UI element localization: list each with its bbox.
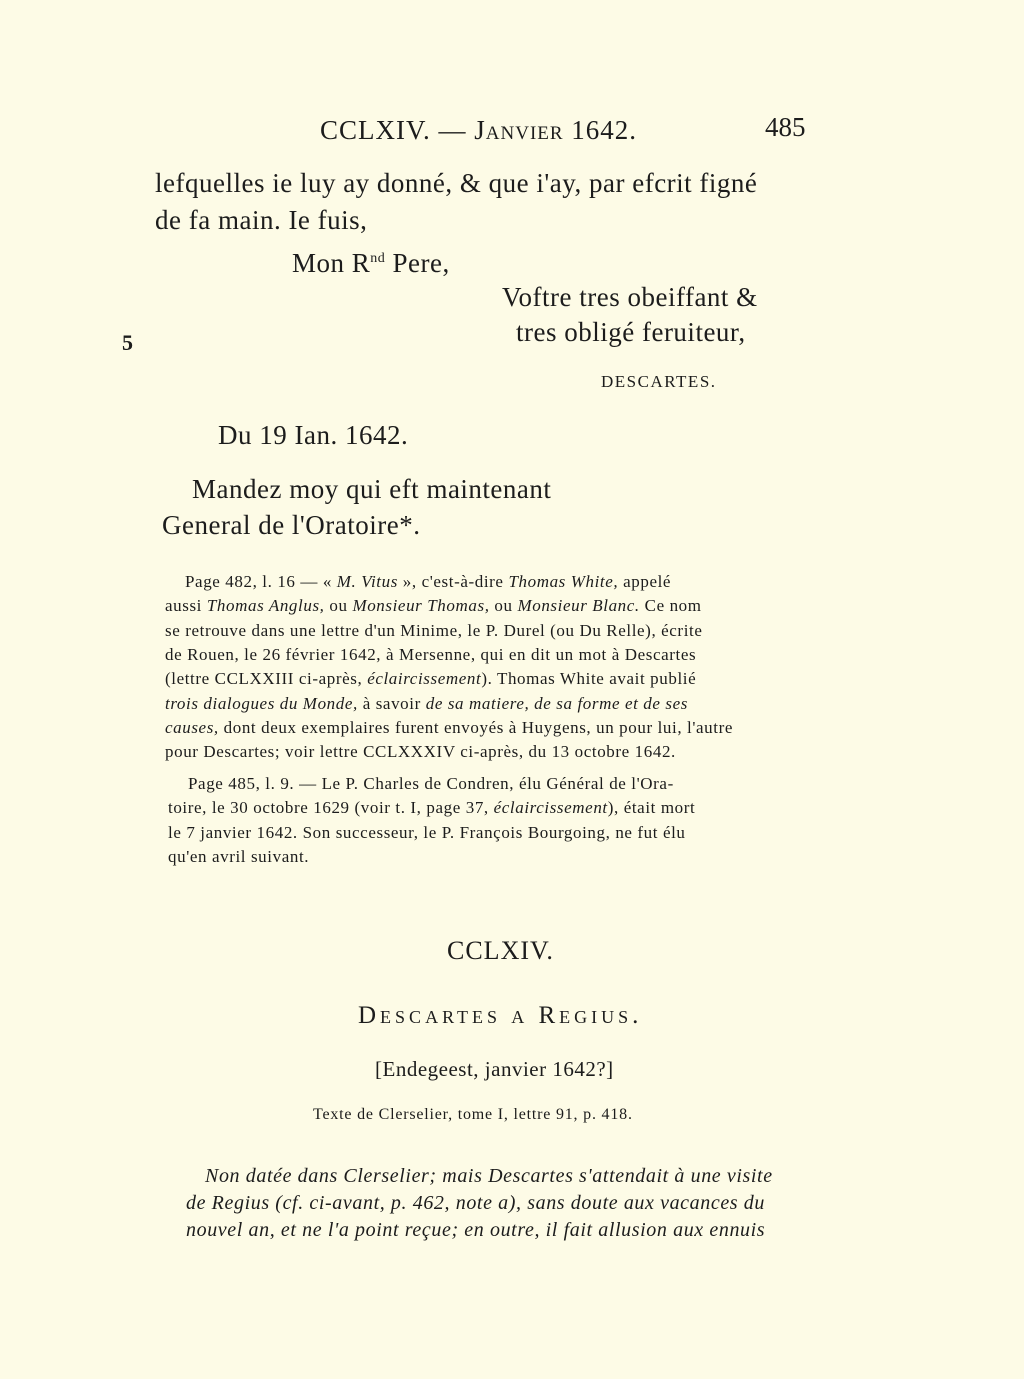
letter-line: de fa main. Ie fuis,: [155, 205, 368, 235]
postscript-line: General de l'Oratoire*.: [162, 510, 421, 540]
line-number: 5: [122, 330, 133, 355]
running-title-dash: —: [438, 115, 467, 145]
note-text: Monsieur Thomas,: [352, 596, 490, 615]
note-text: », c'est-à-dire: [397, 572, 509, 591]
letter-number: CCLXIV.: [447, 936, 554, 965]
note-text: Page 482, l. 16 — «: [185, 572, 337, 591]
running-title-date: Janvier 1642.: [474, 115, 638, 145]
closing-line: tres obligé feruiteur,: [516, 317, 746, 347]
note-line: Page 485, l. 9. — Le P. Charles de Condren, élu Général de l'Ora-: [188, 774, 674, 793]
note-line: [165, 594, 702, 619]
signature: DESCARTES.: [601, 372, 717, 391]
salutation-tail: Pere,: [385, 248, 450, 278]
note-text: ), était mort: [607, 798, 696, 817]
note-line: [165, 716, 733, 741]
closing-line: Voftre tres obeiffant &: [502, 282, 758, 312]
salutation: [292, 248, 450, 279]
source-note: Texte de Clerselier, tome I, lettre 91, p. 418.: [313, 1106, 633, 1123]
place-date: [Endegeest, janvier 1642?]: [375, 1057, 614, 1081]
note-text: appelé: [618, 572, 672, 591]
salutation-text: Mon R: [292, 248, 371, 278]
note-text: Thomas Anglus,: [206, 596, 325, 615]
note-text: causes,: [165, 718, 219, 737]
note-text: ou: [324, 596, 353, 615]
letter-title: Descartes a Regius.: [358, 1002, 643, 1029]
note-text: (lettre CCLXXIII ci-après,: [165, 669, 368, 688]
note-line: [168, 796, 695, 821]
note-text: Ce nom: [639, 596, 702, 615]
note-text: aussi: [165, 596, 207, 615]
letter-date: Du 19 Ian. 1642.: [218, 420, 409, 450]
note-text: éclaircissement: [493, 798, 608, 817]
note-text: de sa matiere, de sa forme et de ses: [425, 694, 688, 713]
note-text: ). Thomas White avait publié: [481, 669, 697, 688]
page-number: 485: [765, 112, 806, 142]
note-line: le 7 janvier 1642. Son successeur, le P. François Bourgoing, ne fut élu: [168, 823, 686, 842]
note-text: toire, le 30 octobre 1629 (voir t. I, page 37,: [168, 798, 494, 817]
note-text: éclaircissement: [367, 669, 482, 688]
running-title-number: CCLXIV.: [320, 115, 431, 145]
intro-line: Non datée dans Clerselier; mais Descartes s'attendait à une visite: [205, 1165, 773, 1187]
postscript-line: Mandez moy qui eft maintenant: [192, 474, 552, 504]
note-text: M. Vitus: [336, 572, 398, 591]
note-line: qu'en avril suivant.: [168, 847, 310, 866]
running-title: [320, 115, 637, 146]
letter-line: lefquelles ie luy ay donné, & que i'ay, par efcrit figné: [155, 168, 758, 198]
note-line: se retrouve dans une lettre d'un Minime, le P. Durel (ou Du Relle), écrite: [165, 621, 703, 640]
salutation-sup: nd: [370, 251, 386, 266]
note-text: à savoir: [357, 694, 426, 713]
note-line: de Rouen, le 26 février 1642, à Mersenne, qui en dit un mot à Descartes: [165, 645, 697, 664]
intro-line: nouvel an, et ne l'a point reçue; en outre, il fait allusion aux ennuis: [186, 1219, 766, 1241]
intro-line: de Regius (cf. ci-avant, p. 462, note a), sans doute aux vacances du: [186, 1192, 765, 1214]
note-text: Thomas White,: [508, 572, 619, 591]
note-line: [165, 667, 696, 692]
note-text: Monsieur Blanc.: [517, 596, 640, 615]
note-text: ou: [489, 596, 518, 615]
note-text: trois dialogues du Monde,: [165, 694, 358, 713]
note-line: pour Descartes; voir lettre CCLXXXIV ci-après, du 13 octobre 1642.: [165, 742, 676, 761]
note-text: dont deux exemplaires furent envoyés à Huygens, un pour lui, l'autre: [218, 718, 733, 737]
note-line: [165, 692, 688, 717]
note-line: [185, 570, 671, 595]
